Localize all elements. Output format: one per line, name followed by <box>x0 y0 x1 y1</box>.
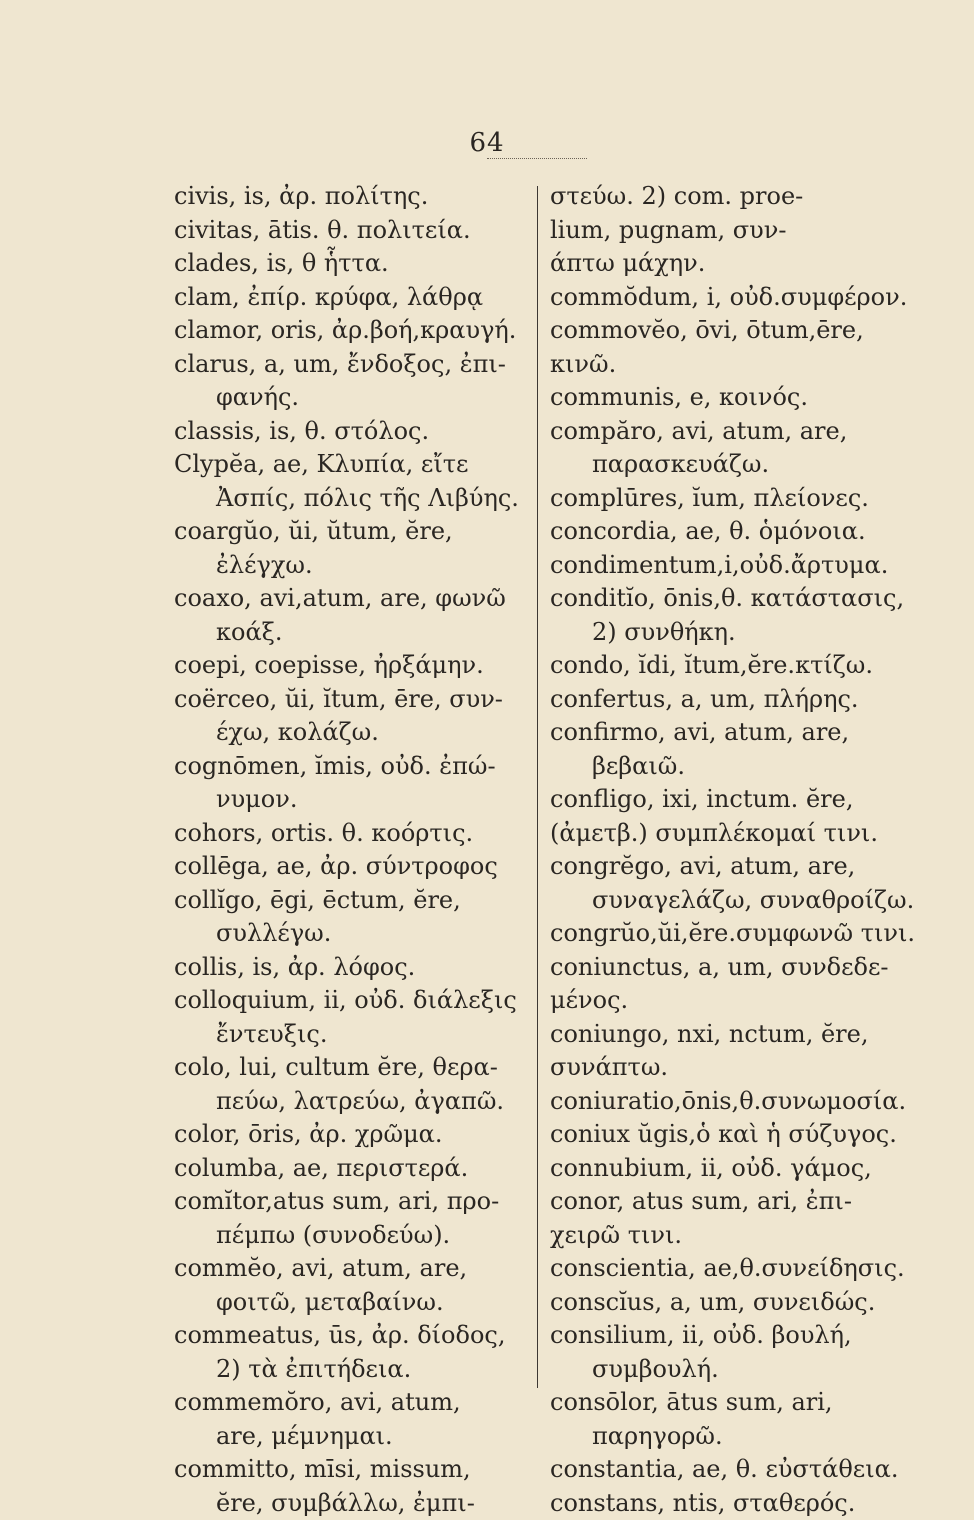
dictionary-line: conor, atus sum, ari, ἐπι- <box>550 1185 910 1219</box>
dictionary-line: color, ōris, ἀρ. χρῶμα. <box>174 1118 530 1152</box>
dictionary-line: παρηγορῶ. <box>550 1420 910 1454</box>
dictionary-line: (ἀμετβ.) συμπλέκομαί τινι. <box>550 817 910 851</box>
dictionary-line: φανής. <box>174 381 530 415</box>
dictionary-line: άπτω μάχην. <box>550 247 910 281</box>
right-column <box>550 180 910 1520</box>
dictionary-line: condo, ĭdi, ĭtum,ĕre.κτίζω. <box>550 649 910 683</box>
dictionary-line: βεβαιῶ. <box>550 750 910 784</box>
dictionary-line: ἔντευξις. <box>174 1018 530 1052</box>
dictionary-line: commemŏro, avi, atum, <box>174 1386 530 1420</box>
dictionary-line: civitas, ātis. θ. πολιτεία. <box>174 214 530 248</box>
dictionary-line: συνάπτω. <box>550 1051 910 1085</box>
dictionary-line: communis, e, κοινός. <box>550 381 910 415</box>
dictionary-line: colo, lui, cultum ĕre, θερα- <box>174 1051 530 1085</box>
dictionary-line: έχω, κολάζω. <box>174 716 530 750</box>
dictionary-line: confligo, ixi, inctum. ĕre, <box>550 783 910 817</box>
dictionary-line: collis, is, ἀρ. λόφος. <box>174 951 530 985</box>
dictionary-line: constantia, ae, θ. εὐστάθεια. <box>550 1453 910 1487</box>
dictionary-line: coniux ŭgis,ὁ καὶ ἡ σύζυγος. <box>550 1118 910 1152</box>
dictionary-line: columba, ae, περιστερά. <box>174 1152 530 1186</box>
dictionary-line: Clypĕa, ae, Κλυπία, εἴτε <box>174 448 530 482</box>
dictionary-line: coaxo, avi,atum, are, φωνῶ <box>174 582 530 616</box>
dictionary-line: complūres, ĭum, πλείονες. <box>550 482 910 516</box>
dictionary-line: Ἀσπίς, πόλις τῆς Λιβύης. <box>174 482 530 516</box>
dictionary-line: collĭgo, ēgi, ēctum, ĕre, <box>174 884 530 918</box>
dictionary-line: coniunctus, a, um, συνδεδε- <box>550 951 910 985</box>
dictionary-line: constans, ntis, σταθερός. <box>550 1487 910 1520</box>
dictionary-line: coniuratio,ōnis,θ.συνωμοσία. <box>550 1085 910 1119</box>
dictionary-line: congrŭo,ŭi,ĕre.συμφωνῶ τινι. <box>550 917 910 951</box>
dictionary-line: lium, pugnam, συν- <box>550 214 910 248</box>
dictionary-line: μένος. <box>550 984 910 1018</box>
page-number: 64 <box>0 128 974 158</box>
dictionary-line: classis, is, θ. στόλος. <box>174 415 530 449</box>
dictionary-line: compăro, avi, atum, are, <box>550 415 910 449</box>
dictionary-line: 2) συνθήκη. <box>550 616 910 650</box>
dictionary-line: ĕre, συμβάλλω, ἐμπι- <box>174 1487 530 1520</box>
dictionary-line: clamor, oris, ἀρ.βοή,κραυγή. <box>174 314 530 348</box>
dictionary-line: are, μέμνημαι. <box>174 1420 530 1454</box>
dictionary-line: κοάξ. <box>174 616 530 650</box>
dictionary-line: clarus, a, um, ἔνδοξος, ἐπι- <box>174 348 530 382</box>
dictionary-line: coniungo, nxi, nctum, ĕre, <box>550 1018 910 1052</box>
dictionary-line: cognōmen, ĭmis, οὐδ. ἐπώ- <box>174 750 530 784</box>
dictionary-line: ἐλέγχω. <box>174 549 530 583</box>
dictionary-line: comĭtor,atus sum, ari, προ- <box>174 1185 530 1219</box>
dictionary-line: cohors, ortis. θ. κοόρτις. <box>174 817 530 851</box>
dictionary-line: consilium, ii, οὐδ. βουλή, <box>550 1319 910 1353</box>
dictionary-line: συλλέγω. <box>174 917 530 951</box>
dictionary-line: colloquium, ii, οὐδ. διάλεξις <box>174 984 530 1018</box>
dictionary-line: 2) τὰ ἐπιτήδεια. <box>174 1353 530 1387</box>
dictionary-line: coepi, coepisse, ἠρξάμην. <box>174 649 530 683</box>
dictionary-line: collēga, ae, ἀρ. σύντροφος <box>174 850 530 884</box>
dictionary-line: coargŭo, ŭi, ŭtum, ĕre, <box>174 515 530 549</box>
dictionary-line: πέμπω (συνοδεύω). <box>174 1219 530 1253</box>
dictionary-line: commovĕo, ōvi, ōtum,ēre, <box>550 314 910 348</box>
dictionary-line: clades, is, θ ἧττα. <box>174 247 530 281</box>
dictionary-line: στεύω. 2) com. proe- <box>550 180 910 214</box>
dictionary-line: παρασκευάζω. <box>550 448 910 482</box>
dictionary-line: commeatus, ūs, ἀρ. δίοδος, <box>174 1319 530 1353</box>
dictionary-line: φοιτῶ, μεταβαίνω. <box>174 1286 530 1320</box>
dictionary-line: πεύω, λατρεύω, ἀγαπῶ. <box>174 1085 530 1119</box>
dictionary-line: civis, is, ἀρ. πολίτης. <box>174 180 530 214</box>
dictionary-line: confirmo, avi, atum, are, <box>550 716 910 750</box>
dictionary-line: committo, mīsi, missum, <box>174 1453 530 1487</box>
dictionary-line: commĕo, avi, atum, are, <box>174 1252 530 1286</box>
column-divider <box>537 186 538 1388</box>
dictionary-line: condimentum,i,οὐδ.ἄρτυμα. <box>550 549 910 583</box>
dictionary-line: coërceo, ŭi, ĭtum, ēre, συν- <box>174 683 530 717</box>
dictionary-line: χειρῶ τινι. <box>550 1219 910 1253</box>
page-number-rule <box>487 158 587 159</box>
dictionary-line: confertus, a, um, πλήρης. <box>550 683 910 717</box>
dictionary-line: κινῶ. <box>550 348 910 382</box>
dictionary-line: concordia, ae, θ. ὁμόνοια. <box>550 515 910 549</box>
dictionary-line: clam, ἐπίρ. κρύφα, λάθρᾳ <box>174 281 530 315</box>
dictionary-line: συναγελάζω, συναθροίζω. <box>550 884 910 918</box>
dictionary-line: commŏdum, i, οὐδ.συμφέρον. <box>550 281 910 315</box>
dictionary-line: conditĭo, ōnis,θ. κατάστασις, <box>550 582 910 616</box>
dictionary-line: connubium, ii, οὐδ. γάμος, <box>550 1152 910 1186</box>
dictionary-line: conscĭus, a, um, συνειδώς. <box>550 1286 910 1320</box>
dictionary-line: conscientia, ae,θ.συνείδησις. <box>550 1252 910 1286</box>
dictionary-line: congrĕgo, avi, atum, are, <box>550 850 910 884</box>
dictionary-line: συμβουλή. <box>550 1353 910 1387</box>
left-column <box>174 180 530 1520</box>
dictionary-line: consōlor, ātus sum, ari, <box>550 1386 910 1420</box>
dictionary-line: νυμον. <box>174 783 530 817</box>
